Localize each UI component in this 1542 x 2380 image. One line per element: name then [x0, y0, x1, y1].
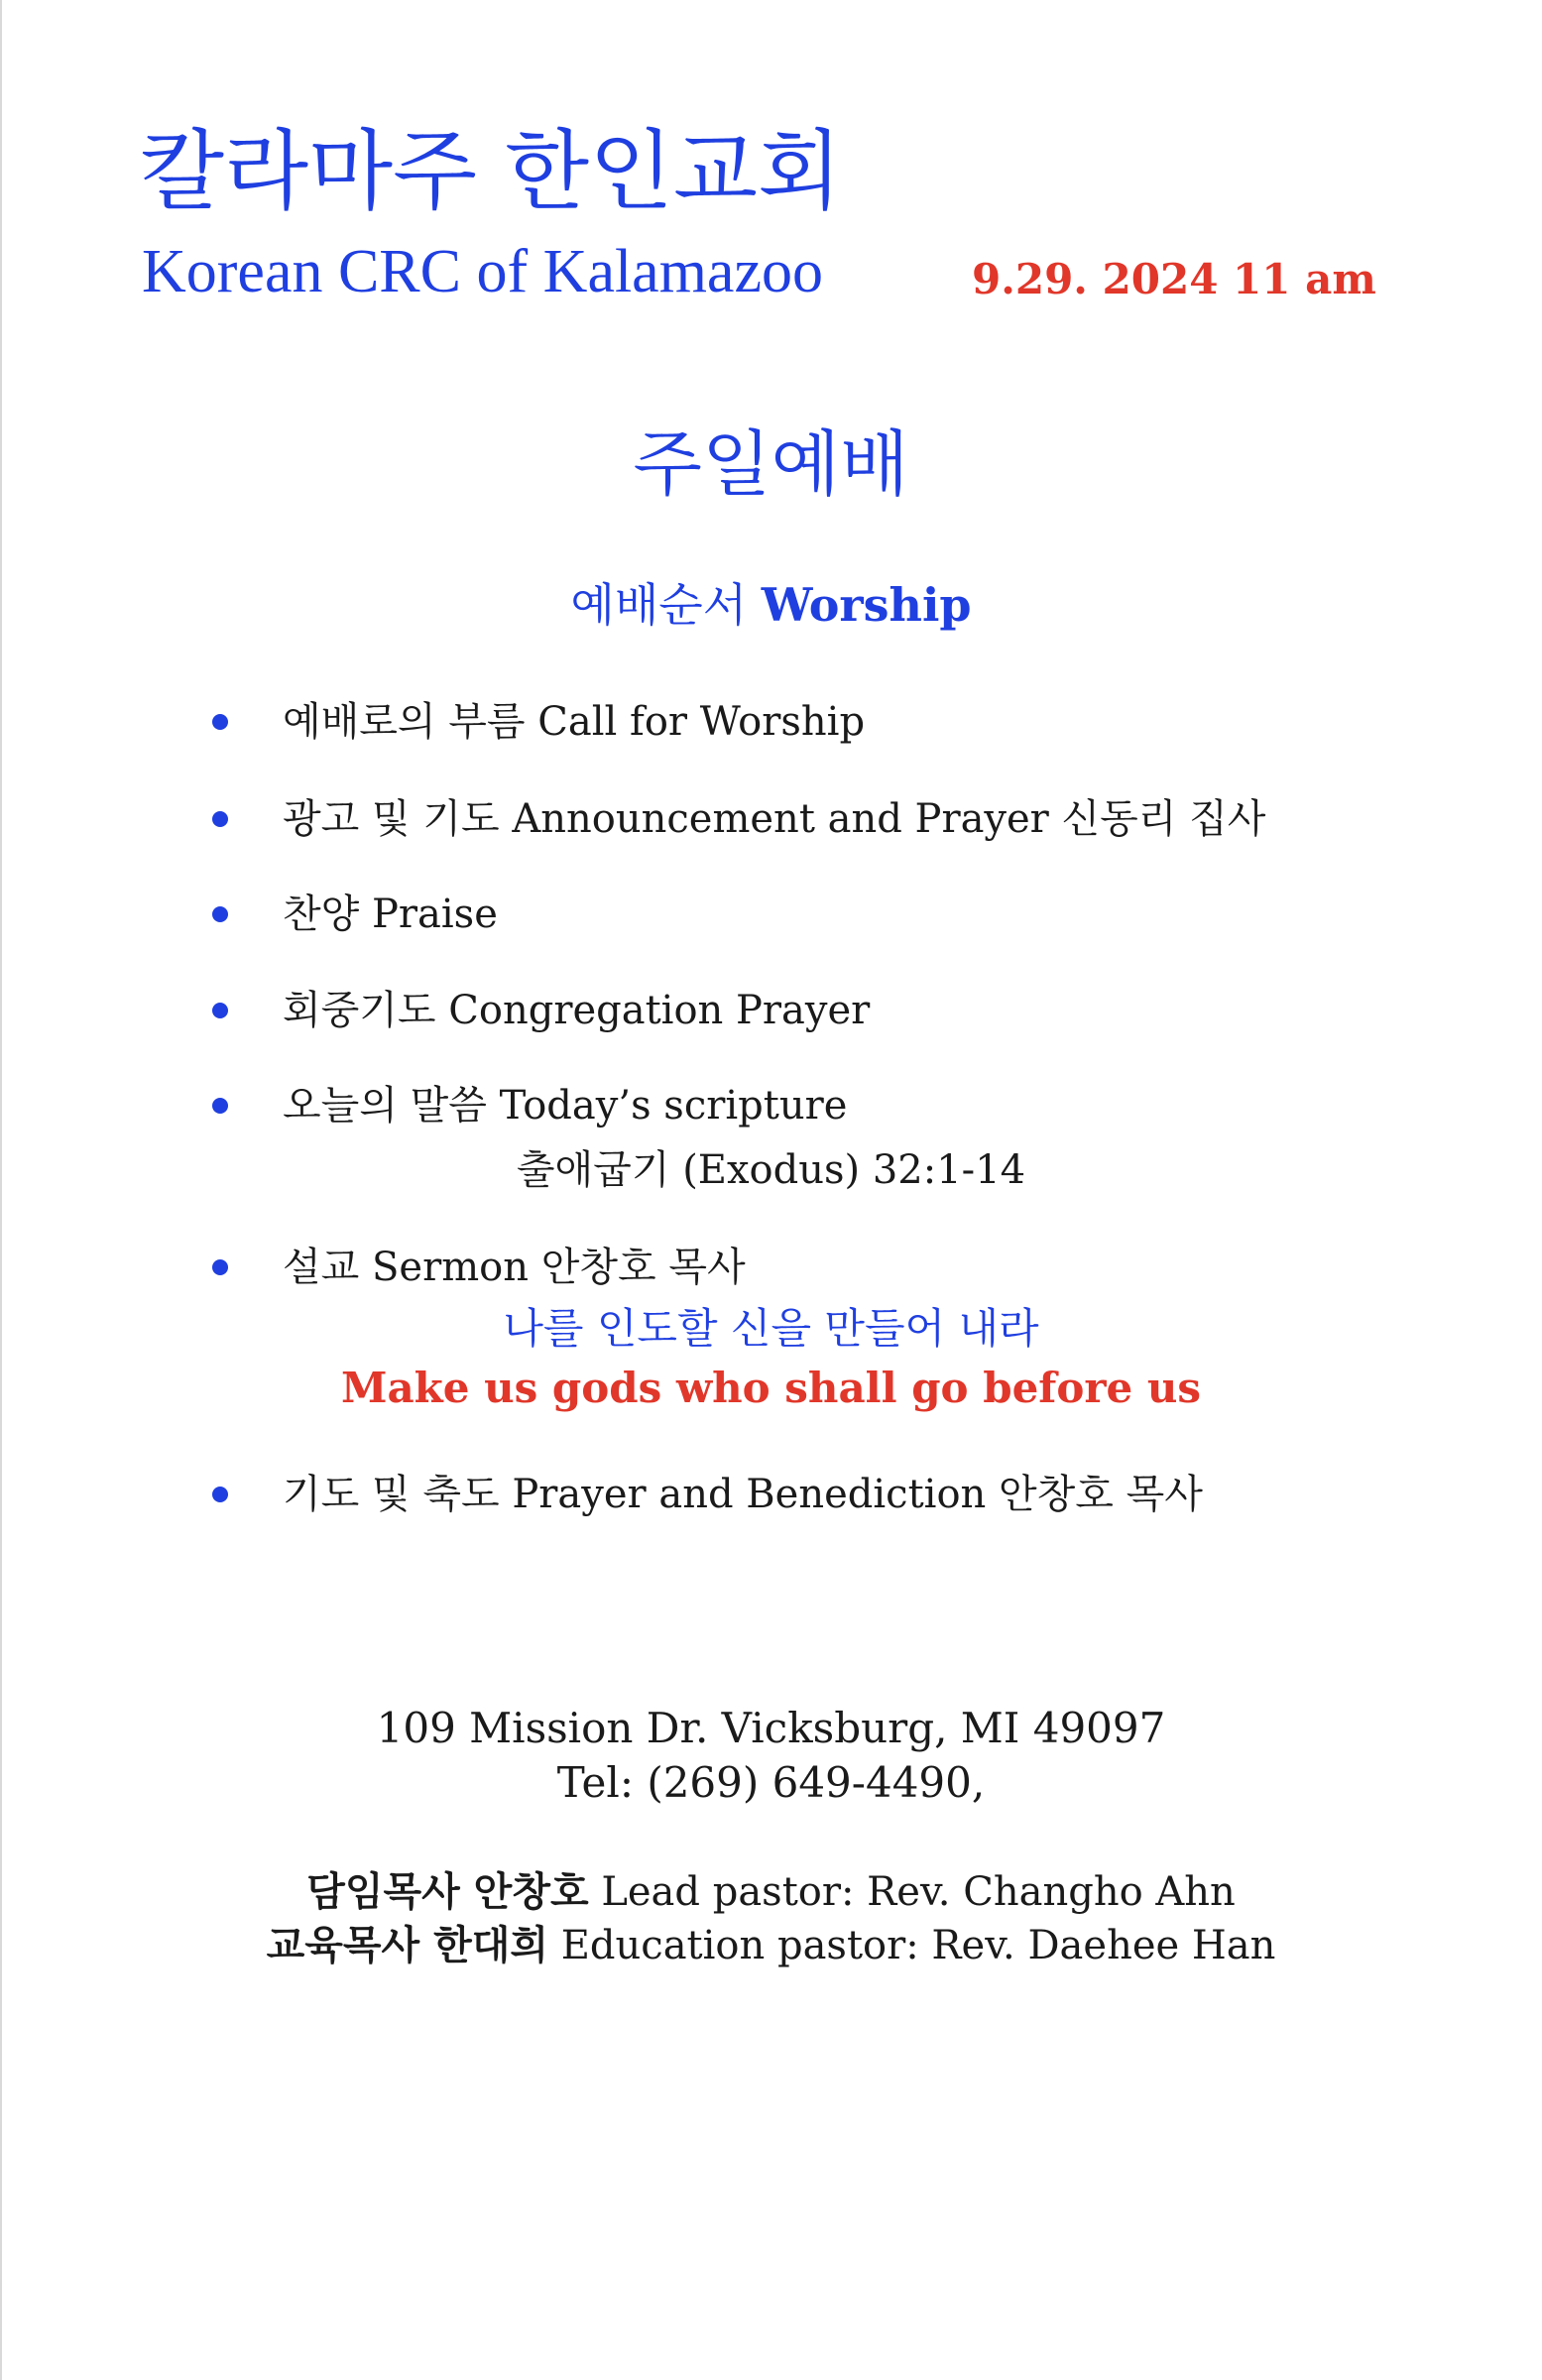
- scripture-book-english: (Exodus) 32:1-14: [682, 1147, 1026, 1193]
- order-item-english: Today’s scripture: [499, 1083, 848, 1129]
- bullet-icon: [212, 1098, 228, 1114]
- order-item-english: Praise: [372, 892, 498, 937]
- service-title: 주일예배: [633, 422, 909, 506]
- order-item-praise: [283, 887, 498, 942]
- order-item-leader: 신동리 집사: [1061, 796, 1266, 842]
- pastor-title-korean: 담임목사 안창호: [306, 1869, 589, 1915]
- order-item-english: Prayer and Benediction: [512, 1472, 987, 1517]
- order-heading-english: Worship: [761, 578, 972, 632]
- church-name-english: Korean CRC of Kalamazoo: [142, 238, 823, 305]
- bullet-icon: [212, 906, 228, 922]
- sermon-title-korean: 나를 인도할 신을 만들어 내라: [503, 1304, 1039, 1353]
- order-item-english: Sermon: [372, 1245, 529, 1290]
- order-item-english: Announcement and Prayer: [512, 796, 1049, 842]
- bullet-icon: [212, 811, 228, 827]
- order-item-english: Call for Worship: [537, 699, 866, 745]
- pastor-title-english: Education pastor: Rev. Daehee Han: [560, 1923, 1276, 1968]
- church-name-korean: 칼라마주 한인교회: [140, 120, 843, 222]
- church-phone: Tel: (269) 649-4490,: [556, 1758, 986, 1807]
- order-item-benediction: [283, 1467, 1203, 1522]
- order-item-scripture: [283, 1078, 847, 1133]
- service-date: 9.29. 2024 11 am: [972, 255, 1376, 303]
- order-item-korean: 설교: [283, 1245, 360, 1290]
- lead-pastor: [0, 1864, 1542, 1920]
- order-item-congregation-prayer: [283, 983, 870, 1038]
- order-item-call-to-worship: [283, 694, 865, 750]
- bullet-icon: [212, 1003, 228, 1018]
- bullet-icon: [212, 1487, 228, 1502]
- pastor-title-english: Lead pastor: Rev. Changho Ahn: [601, 1869, 1236, 1915]
- order-item-korean: 오늘의 말씀: [283, 1083, 487, 1129]
- bullet-icon: [212, 1259, 228, 1275]
- scripture-reference: [0, 1142, 1542, 1198]
- pastor-title-korean: 교육목사 한대희: [266, 1923, 548, 1968]
- order-item-korean: 광고 및 기도: [283, 796, 500, 842]
- order-item-announcement: [283, 791, 1265, 847]
- order-heading-korean: 예배순서: [570, 578, 748, 632]
- order-of-worship-heading: [0, 573, 1542, 637]
- order-item-korean: 회중기도: [283, 988, 436, 1033]
- order-item-leader: 안창호 목사: [999, 1472, 1203, 1517]
- order-item-sermon: [283, 1240, 746, 1295]
- order-item-leader: 안창호 목사: [540, 1245, 746, 1290]
- order-item-korean: 기도 및 축도: [283, 1472, 500, 1517]
- scripture-book-korean: 출애굽기: [516, 1147, 670, 1193]
- education-pastor: [0, 1918, 1542, 1973]
- order-item-korean: 예배로의 부름: [283, 699, 526, 745]
- church-address: 109 Mission Dr. Vicksburg, MI 49097: [376, 1704, 1166, 1752]
- order-item-korean: 찬양: [283, 892, 360, 937]
- order-item-english: Congregation Prayer: [448, 988, 871, 1033]
- sermon-title-english: Make us gods who shall go before us: [340, 1364, 1202, 1412]
- bullet-icon: [212, 714, 228, 730]
